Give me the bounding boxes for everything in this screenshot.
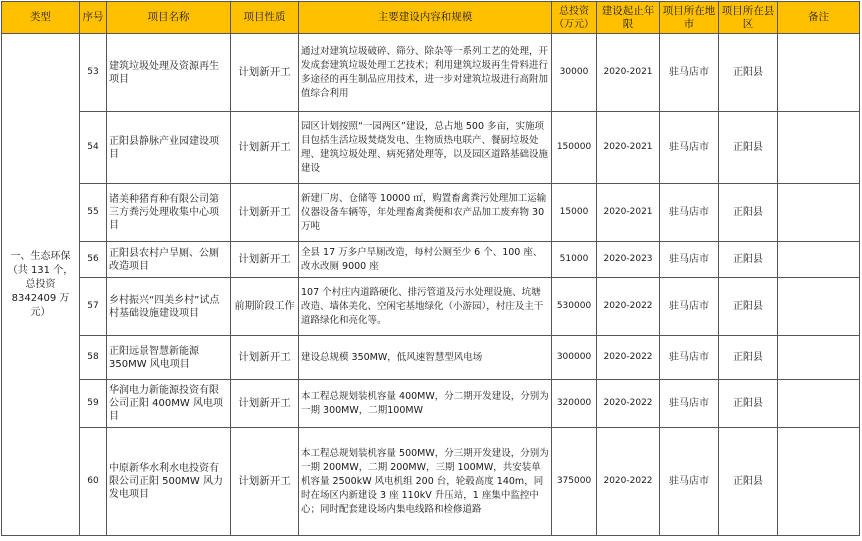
row-seq: 60	[80, 428, 107, 536]
row-nature: 计划新开工	[231, 112, 299, 184]
row-remark	[778, 278, 860, 336]
row-seq: 55	[80, 184, 107, 242]
row-nature: 计划新开工	[231, 184, 299, 242]
row-county: 正阳县	[719, 34, 778, 112]
header-county: 项目所在县区	[719, 2, 778, 34]
header-category: 类型	[2, 2, 80, 34]
header-investment: 总投资（万元）	[552, 2, 597, 34]
row-content: 本工程总规划装机容量 500MW，分三期开发建设，分别为一期 200MW，二期 200MW，三期 100MW，共安装单机容量 2500kW 风电机组 200 台，轮毂高度 140m，同时在场区内新建设 3 座 110kV 升压站，1 座集中监控中心；同时配套建设场内集电线路和检修道路	[299, 428, 552, 536]
header-nature: 项目性质	[231, 2, 299, 34]
row-content: 本工程总规划装机容量 400MW，分二期开发建设，分别为一期 300MW，二期100MW	[299, 380, 552, 428]
row-remark	[778, 184, 860, 242]
row-seq: 59	[80, 380, 107, 428]
row-name: 乡村振兴“四美乡村”试点村基础设施建设项目	[107, 278, 231, 336]
row-investment: 530000	[552, 278, 597, 336]
row-city: 驻马店市	[660, 278, 719, 336]
row-name: 诸美种猪育种有限公司第三方粪污处理收集中心项目	[107, 184, 231, 242]
row-seq: 57	[80, 278, 107, 336]
row-county: 正阳县	[719, 278, 778, 336]
row-city: 驻马店市	[660, 112, 719, 184]
row-content: 园区计划按照“一园两区”建设，总占地 500 多亩，实施项目包括生活垃圾焚烧发电、生物质热电联产、餐厨垃圾处理、建筑垃圾处理、病死猪处理等，以及园区道路基础设施建设	[299, 112, 552, 184]
row-content: 新建厂房、仓储等 10000 ㎡，购置畜禽粪污处理加工运输仪器设备车辆等，年处理畜禽粪便和农产品加工废弃物 30 万吨	[299, 184, 552, 242]
row-name: 正阳县农村户旱厕、公厕改造项目	[107, 242, 231, 278]
row-nature: 计划新开工	[231, 336, 299, 380]
row-city: 驻马店市	[660, 242, 719, 278]
row-content: 107 个村庄内道路硬化、排污管道及污水处理设施、坑塘改造、墙体美化、空闲宅基地绿化（小游园），村庄及主干道路绿化和亮化等。	[299, 278, 552, 336]
row-years: 2020-2021	[597, 34, 660, 112]
row-content: 建设总规模 350MW，低风速智慧型风电场	[299, 336, 552, 380]
row-nature: 计划新开工	[231, 242, 299, 278]
row-city: 驻马店市	[660, 184, 719, 242]
table-row	[2, 336, 860, 380]
row-years: 2020-2022	[597, 380, 660, 428]
row-name: 正阳县静脉产业园建设项目	[107, 112, 231, 184]
row-remark	[778, 34, 860, 112]
row-content: 全县 17 万多户旱厕改造，每村公厕至少 6 个、100 座、改水改厕 9000 座	[299, 242, 552, 278]
header-seq: 序号	[80, 2, 107, 34]
row-nature: 前期阶段工作	[231, 278, 299, 336]
project-table	[1, 1, 860, 536]
header-name: 项目名称	[107, 2, 231, 34]
table-row	[2, 34, 860, 112]
table-row	[2, 380, 860, 428]
row-seq: 53	[80, 34, 107, 112]
row-content: 通过对建筑垃圾破碎、筛分、除杂等一系列工艺的处理，开发成套建筑垃圾处理工艺技术；利用建筑垃圾再生骨料进行多途径的再生制品应用技术，进一步对建筑垃圾进行高附加值综合利用	[299, 34, 552, 112]
row-city: 驻马店市	[660, 34, 719, 112]
table-header-row	[2, 2, 860, 34]
row-years: 2020-2023	[597, 242, 660, 278]
row-remark	[778, 428, 860, 536]
row-county: 正阳县	[719, 336, 778, 380]
row-years: 2020-2021	[597, 184, 660, 242]
row-name: 建筑垃圾处理及资源再生项目	[107, 34, 231, 112]
row-name: 正阳远景智慧新能源 350MW 风电项目	[107, 336, 231, 380]
table-row	[2, 278, 860, 336]
row-city: 驻马店市	[660, 380, 719, 428]
row-city: 驻马店市	[660, 428, 719, 536]
row-investment: 30000	[552, 34, 597, 112]
row-investment: 375000	[552, 428, 597, 536]
category-cell: 一、生态环保（共 131 个，总投资 8342409 万元）	[2, 34, 80, 536]
table-row	[2, 428, 860, 536]
row-nature: 计划新开工	[231, 380, 299, 428]
row-years: 2020-2022	[597, 278, 660, 336]
row-investment: 300000	[552, 336, 597, 380]
row-seq: 56	[80, 242, 107, 278]
row-investment: 150000	[552, 112, 597, 184]
table-row	[2, 242, 860, 278]
row-name: 华润电力新能源投资有限公司正阳 400MW 风电项目	[107, 380, 231, 428]
row-seq: 58	[80, 336, 107, 380]
row-nature: 计划新开工	[231, 34, 299, 112]
header-content: 主要建设内容和规模	[299, 2, 552, 34]
row-remark	[778, 242, 860, 278]
header-years: 建设起止年限	[597, 2, 660, 34]
row-investment: 51000	[552, 242, 597, 278]
row-county: 正阳县	[719, 112, 778, 184]
row-seq: 54	[80, 112, 107, 184]
row-county: 正阳县	[719, 184, 778, 242]
row-remark	[778, 380, 860, 428]
row-nature: 计划新开工	[231, 428, 299, 536]
row-county: 正阳县	[719, 242, 778, 278]
row-name: 中原新华水利水电投资有限公司正阳 500MW 风力发电项目	[107, 428, 231, 536]
row-investment: 15000	[552, 184, 597, 242]
row-investment: 320000	[552, 380, 597, 428]
table-row	[2, 112, 860, 184]
row-years: 2020-2022	[597, 336, 660, 380]
header-city: 项目所在地市	[660, 2, 719, 34]
header-remark: 备注	[778, 2, 860, 34]
row-remark	[778, 336, 860, 380]
row-remark	[778, 112, 860, 184]
row-county: 正阳县	[719, 428, 778, 536]
row-years: 2020-2022	[597, 428, 660, 536]
row-city: 驻马店市	[660, 336, 719, 380]
row-county: 正阳县	[719, 380, 778, 428]
row-years: 2020-2021	[597, 112, 660, 184]
table-row	[2, 184, 860, 242]
